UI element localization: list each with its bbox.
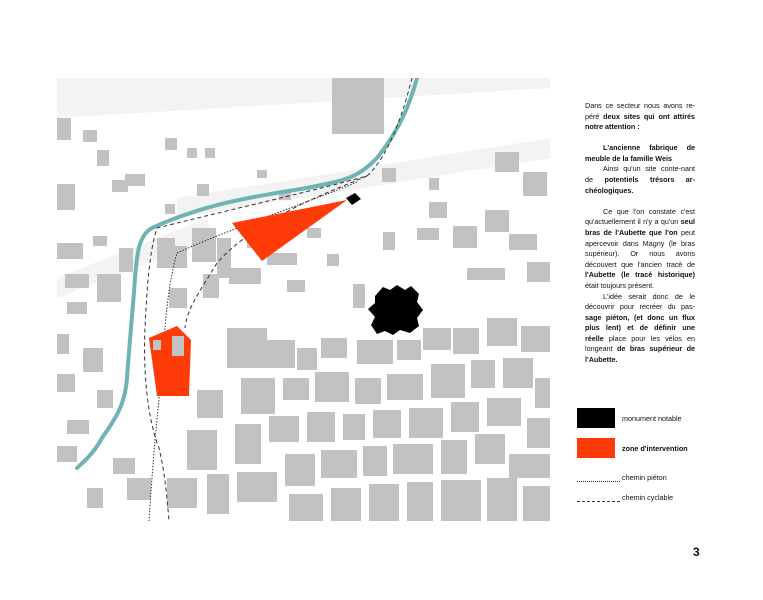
monument-notable-church [368,285,423,335]
legend-swatch-zone [577,438,615,458]
paragraph-1 [585,101,695,133]
paragraph-5 [585,292,695,366]
text-bold: deux sites qui ont attirés notre attention : [585,111,695,132]
paragraph-2 [585,143,695,164]
description-text [585,101,695,376]
text-bold: seul bras de l'Aubette que l'on [585,217,695,237]
text-span: Ainsi qu'un site conte-nant de [585,164,695,185]
text-span: Dans ce secteur nous avons re-péré [585,101,695,121]
legend-line-dotted [577,481,620,482]
monument-notable-small [346,193,361,205]
paragraph-3 [585,164,695,196]
legend-label: chemin piéton [622,473,667,482]
buildings [57,78,550,521]
paragraph-4 [585,207,695,292]
legend-label: zone d'intervention [622,444,688,453]
text-span: peut apercevoir dans Magny (le bras supérieur). Or nous avons découvert que l'ancien tracé de [585,227,695,269]
legend-label: chemin cyclable [622,493,674,502]
legend-item-pedestrian [577,470,747,490]
legend-item-zone [577,438,747,458]
legend-swatch-monument [577,408,615,428]
text-span: place pour les vélos en longeant [585,333,695,354]
text-span: était toujours présent. [585,280,655,290]
legend-line-dashed [577,501,620,502]
text-span: Ce que l'on constate c'est qu'actuellement il n'y a qu'un [585,206,695,227]
map-drawing [57,78,550,521]
site-map [57,78,550,521]
page-number: 3 [693,545,700,559]
zone-intervention-fabrique-weis [232,200,347,261]
text-bold: L'ancienne fabrique de meuble de la famille Weis [585,143,695,163]
legend-item-cycle [577,490,747,510]
text-bold: de bras supérieur de l'Aubette. [585,344,696,365]
text-bold: l'Aubette (le tracé historique) [585,270,695,280]
text-span: L'idée serait donc de le découvrir pour recréer du pas- [585,291,695,312]
legend-item-monument [577,408,747,428]
legend-label: monument notable [622,414,682,423]
text-bold: potentiels trésors ar-chéologiques. [585,175,695,195]
text-bold: sage piéton, (et donc un flux plus lent) et de définir une réelle [585,312,695,343]
zone-intervention-site-archeologique [149,326,191,396]
